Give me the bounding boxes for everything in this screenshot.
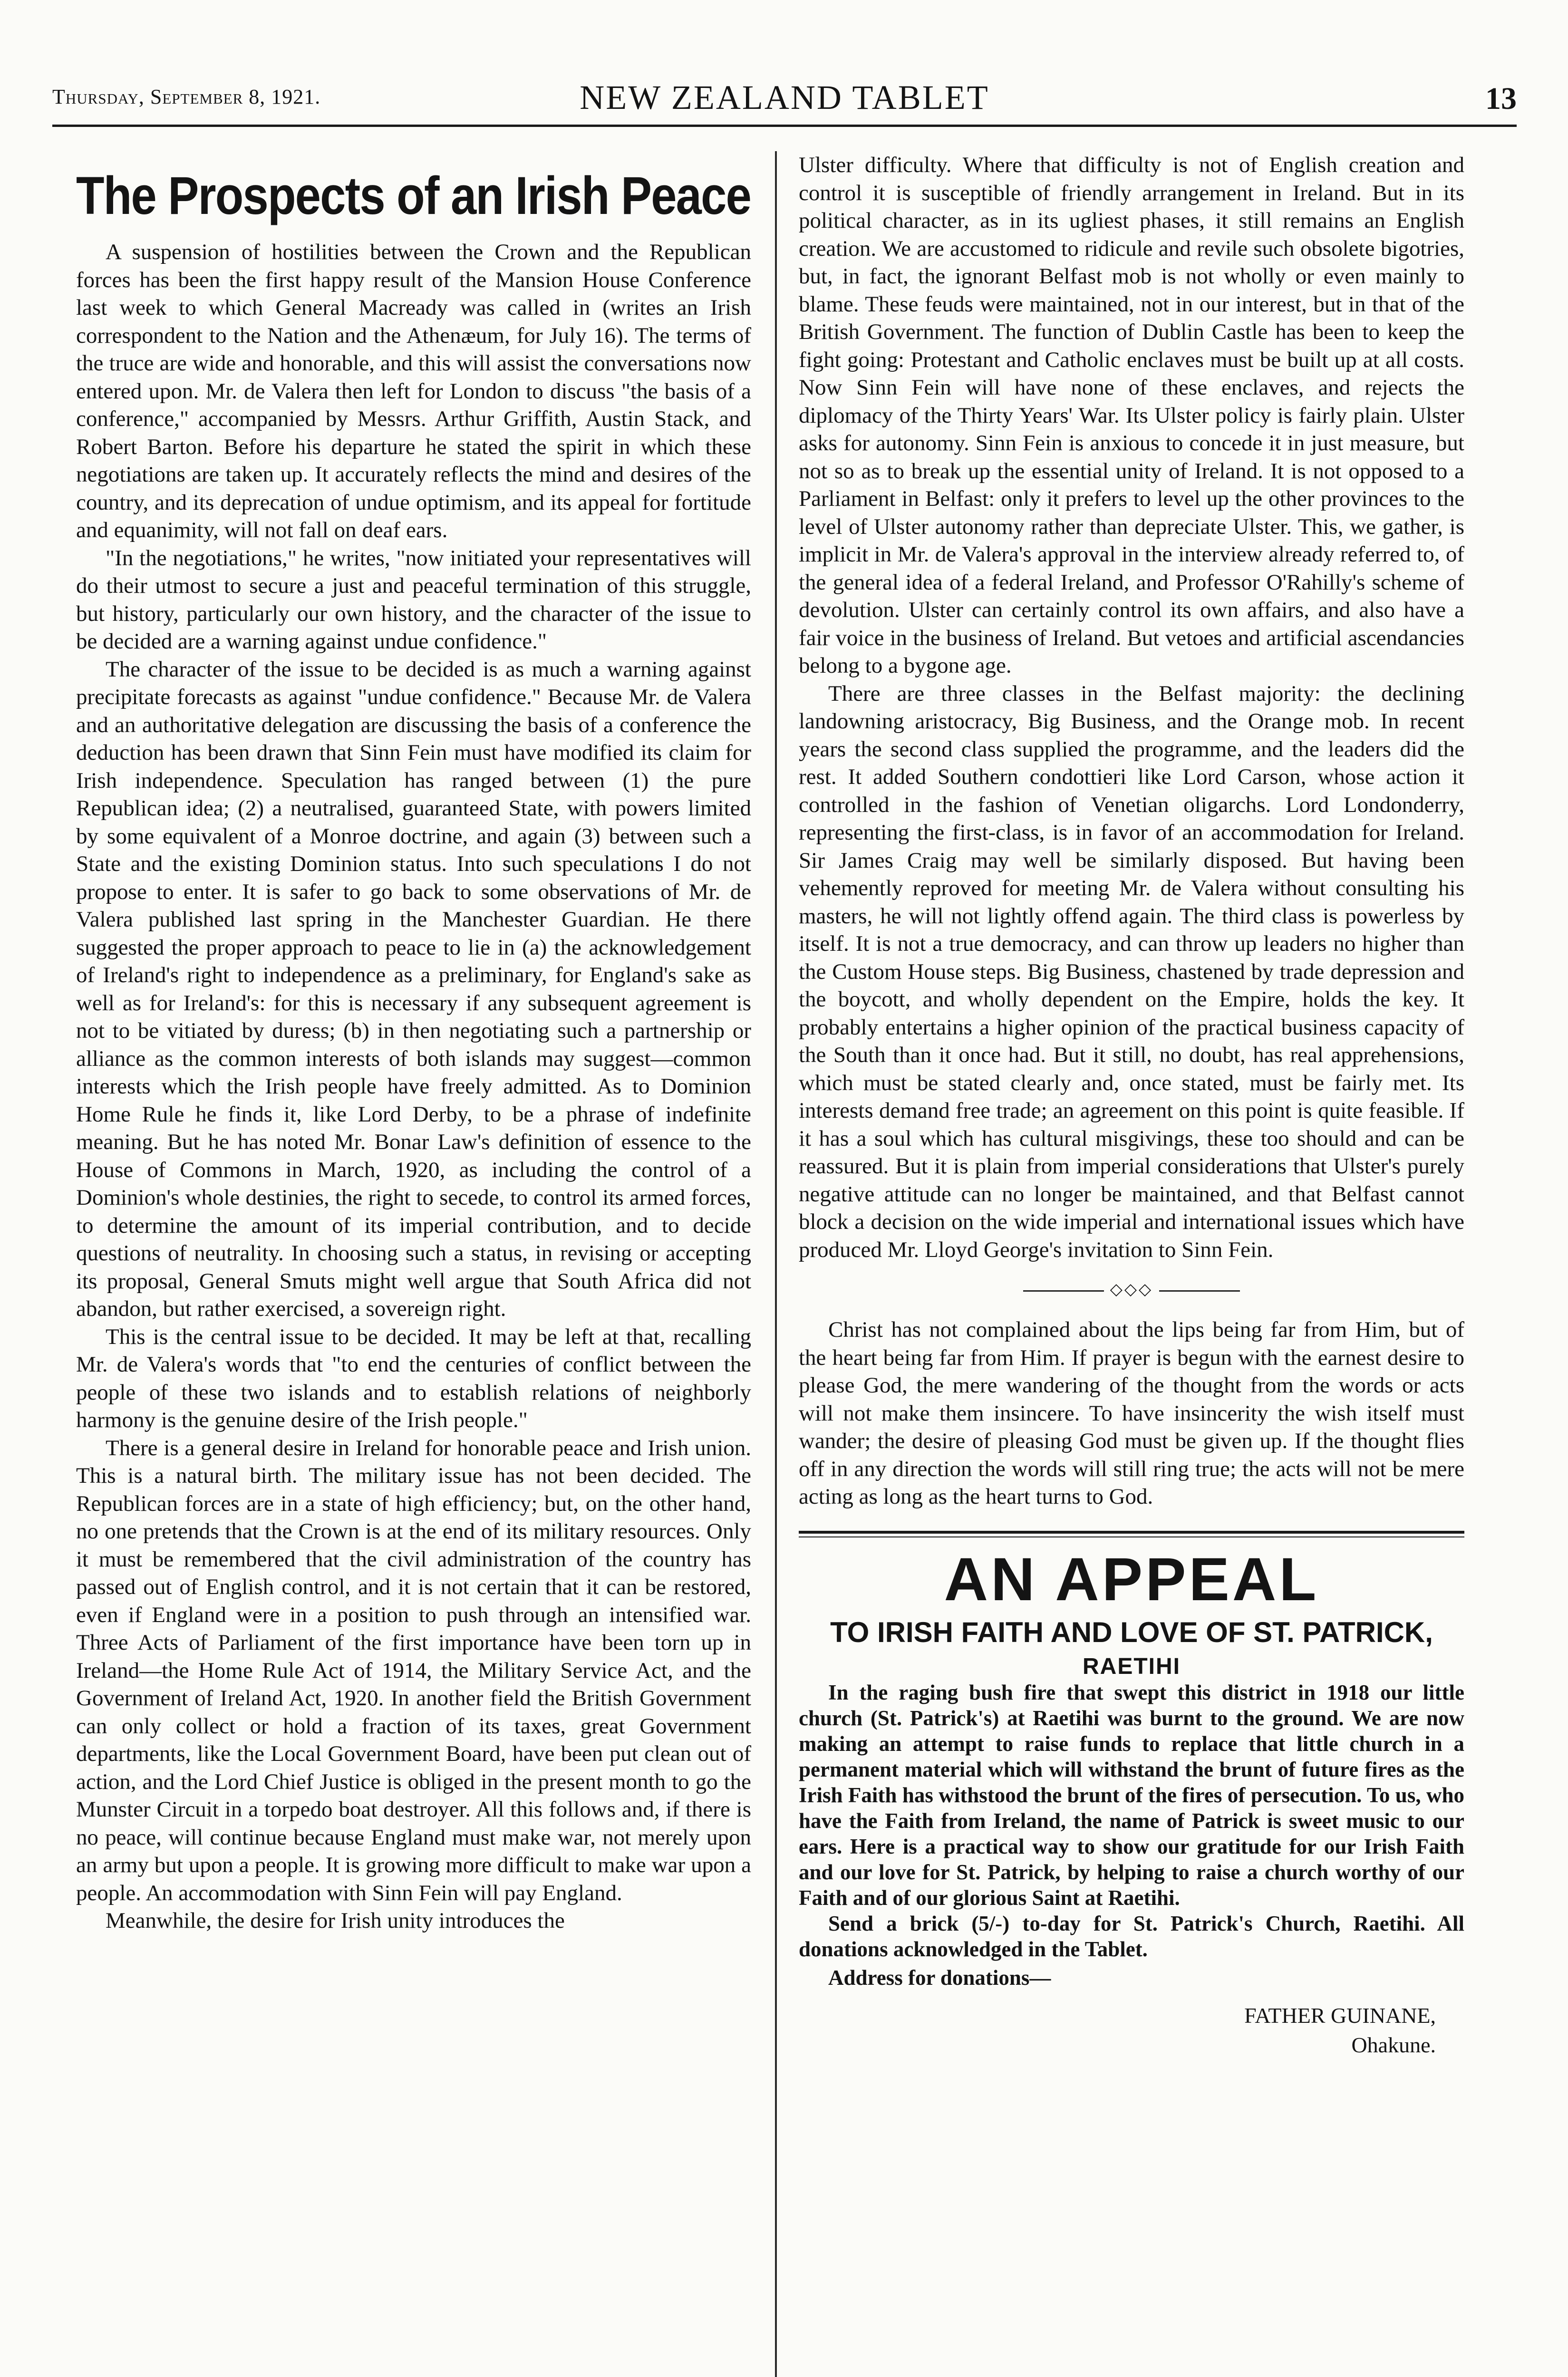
column-divider [775, 151, 777, 2377]
section-ornament [799, 1280, 1464, 1299]
article-paragraph: There are three classes in the Belfast majority: the declining landowning aristocracy, Big Business, and the Orange mob. In recent years the second class supplied the programme, and the leaders did the rest. It added Southern condottieri like Lord Carson, whose action it controlled in the fashion of Venetian oligarchs. Lord Londonderry, representing the first-class, is in favor of an accommodation for Ireland. Sir James Craig may well be similarly disposed. But having been vehemently reproved for meeting Mr. de Valera without consulting his masters, he will not lightly offend again. The third class is powerless by itself. It is not a true democracy, and can throw up leaders no higher than the Custom House steps. Big Business, chastened by trade depression and the boycott, and wholly dependent on the Empire, holds the key. It probably entertains a higher opinion of the practical business capacity of the South than it once had. But it still, no doubt, has real apprehensions, which must be stated clearly and, once stated, must be fairly met. Its interests demand free trade; an agreement on this point is quite feasible. If it has a soul which has cultural misgivings, these too should and can be reassured. But it is plain from imperial considerations that Ulster's purely negative attitude can no longer be maintained, and that Belfast cannot block a decision on the wide imperial and international issues which have produced Mr. Lloyd George's invitation to Sinn Fein. [799, 681, 1464, 1262]
article-headline: The Prospects of an Irish Peace [76, 166, 751, 225]
article-continuation [799, 151, 1464, 1264]
ornament-diamonds: ◇◇◇ [1110, 1281, 1153, 1298]
article-paragraph: The character of the issue to be decided is as much a warning against precipitate forecasts as against "undue confidence." Because Mr. de Valera and an authoritative delegation are discussing the basis of a conference the deduction has been drawn that Sinn Fein must have modified its claim for Irish independence. Speculation has ranged between (1) the pure Republican idea; (2) a neutralised, guaranteed State, with powers limited by some equivalent of a Monroe doctrine, and again (3) between such a State and the existing Dominion status. Into such speculations I do not propose to enter. It is safer to go back to some observations of Mr. de Valera published last spring in the Manchester Guardian. He there suggested the proper approach to peace to lie in (a) the acknowledgement of Ireland's right to independence as a preliminary, for England's sake as well as for Ireland's: for this is necessary if any subsequent agreement is not to be vitiated by duress; (b) in then negotiating such a partnership or alliance as the common interests of both islands may suggest—common interests which the Irish people have freely admitted. As to Dominion Home Rule he finds it, like Lord Derby, to be a phrase of indefinite meaning. But he has noted Mr. Bonar Law's definition of essence to the House of Commons in March, 1920, as including the control of a Dominion's whole destinies, the right to secede, to control its armed forces, to determine the amount of its imperial contribution, and to decide questions of neutrality. In choosing such a status, in revising or accepting its proposal, General Smuts might well argue that South Africa did not abandon, but rather exercised, a sovereign right. [76, 657, 751, 1322]
devotional-paragraph: Christ has not complained about the lips being far from Him, but of the heart being far from Him. If prayer is begun with the earnest desire to please God, the mere wandering of the thought from the words or acts will not make them insincere. To have insincerity the wish itself must wander; the desire of pleasing God must be given up. If the thought flies off in any direction the words will still ring true; the acts will not be mere acting as long as the heart turns to God. [799, 1317, 1464, 1509]
article-paragraph: Ulster difficulty. Where that difficulty is not of English creation and control it is susceptible of friendly arrangement in Ireland. But in its political character, as in its ugliest phases, it still remains an English creation. We are accustomed to ridicule and revile such obsolete bigotries, but, in fact, the ignorant Belfast mob is not wholly or even mainly to blame. These feuds were maintained, not in our interest, but in that of the British Government. The function of Dublin Castle has been to keep the fight going: Protestant and Catholic enclaves must be built up at all costs. Now Sinn Fein will have none of these enclaves, and rejects the diplomacy of the Thirty Years' War. Its Ulster policy is fairly plain. Ulster asks for autonomy. Sinn Fein is anxious to concede it in just measure, but not so as to break up the essential unity of Ireland. It is not opposed to a Parliament in Belfast: only it prefers to level up the other provinces to the level of Ulster autonomy rather than depreciate Ulster. This, we gather, is implicit in Mr. de Valera's approval in the interview already referred to, of the general idea of a federal Ireland, and Professor O'Rahilly's scheme of devolution. Ulster can certainly control its own affairs, and also have a fair voice in the business of Ireland. But vetoes and artificial ascendancies belong to a bygone age. [799, 153, 1464, 678]
appeal-body: In the raging bush fire that swept this district in 1918 our little church (St. Patrick's) at Raetihi was burnt to the ground. We are now making an attempt to raise funds to replace that little church in a permanent material which will withstand the brunt of future fires as the Irish Faith has withstood the brunt of the fires of persecution. To us, who have the Faith from Ireland, the name of Patrick is sweet music to our ears. Here is a practical way to show our gratitude for our Irish Faith and our love for St. Patrick, by helping to raise a church worthy of our Faith and of our glorious Saint at Raetihi. [799, 1680, 1464, 1910]
appeal-request: Send a brick (5/-) to-day for St. Patrick's Church, Raetihi. All donations acknowledged in the Tablet. [799, 1911, 1464, 1961]
devotional-note [799, 1316, 1464, 1511]
signature-place: Ohakune. [1351, 2032, 1436, 2057]
left-column [76, 152, 751, 1935]
header-rule [52, 125, 1517, 127]
appeal-place: RAETIHI [1083, 1653, 1181, 1679]
article-paragraph: A suspension of hostilities between the Crown and the Republican forces has been the first happy result of the Mansion House Conference last week to which General Macready was called in (writes an Irish correspondent to the Nation and the Athenæum, for July 16). The terms of the truce are wide and honorable, and this will assist the conversations now entered upon. Mr. de Valera then left for London to discuss "the basis of a conference," accompanied by Messrs. Arthur Griffith, Austin Stack, and Robert Barton. Before his departure he stated the spirit in which these negotiations are taken up. It accurately reflects the mind and desires of the country, and its deprecation of undue optimism, and its appeal for fortitude and equanimity, will not fall on deaf ears. [76, 240, 751, 543]
issue-date: Thursday, September 8, 1921. [52, 85, 321, 108]
appeal-signature [799, 2001, 1464, 2060]
page-number: 13 [1485, 81, 1517, 116]
appeal-subtitle: TO IRISH FAITH AND LOVE OF ST. PATRICK, [830, 1616, 1433, 1648]
appeal-title: AN APPEAL [944, 1545, 1319, 1614]
article-paragraph: There is a general desire in Ireland for honorable peace and Irish union. This is a natural birth. The military issue has not been decided. The Republican forces are in a state of high efficiency; but, on the other hand, no one pretends that the Crown is at the end of its military resources. Only it must be remembered that the civil administration of the country has passed out of English control, and it is not certain that it can be restored, even if England were in a position to push through an intensified war. Three Acts of Parliament of the first importance have been torn up in Ireland—the Home Rule Act of 1914, the Military Service Act, and the Government of Ireland Act, 1920. In another field the British Government can only collect or hold a fraction of its taxes, great Government departments, like the Local Government Board, have been put clean out of action, and the Lord Chief Justice is obliged in the present month to go the Munster Circuit in a torpedo boat destroyer. All this follows and, if there is no peace, will continue because England must make war, not merely upon an army but upon a people. It is growing more difficult to make war upon a people. An accommodation with Sinn Fein will pay England. [76, 1435, 751, 1905]
article-paragraph: "In the negotiations," he writes, "now initiated your representatives will do their utmost to secure a just and peaceful termination of this struggle, but history, particularly our own history, and the character of the issue to be decided are a warning against undue confidence." [76, 545, 751, 654]
publication-title: NEW ZEALAND TABLET [580, 78, 989, 116]
ornament-line [1159, 1290, 1240, 1292]
appeal-address-label: Address for donations— [828, 1965, 1051, 1990]
article-paragraph: Meanwhile, the desire for Irish unity introduces the [106, 1908, 565, 1933]
appeal-notice [799, 1545, 1464, 2060]
appeal-rule [799, 1531, 1464, 1537]
running-header [52, 71, 1517, 124]
signature-name: FATHER GUINANE, [1244, 2003, 1436, 2028]
right-column [799, 151, 1464, 2060]
ornament-line [1023, 1290, 1104, 1292]
article-paragraph: This is the central issue to be decided. It may be left at that, recalling Mr. de Valera's words that "to end the centuries of conflict between the people of these two islands and to establish relations of neighborly harmony is the genuine desire of the Irish people." [76, 1324, 751, 1433]
